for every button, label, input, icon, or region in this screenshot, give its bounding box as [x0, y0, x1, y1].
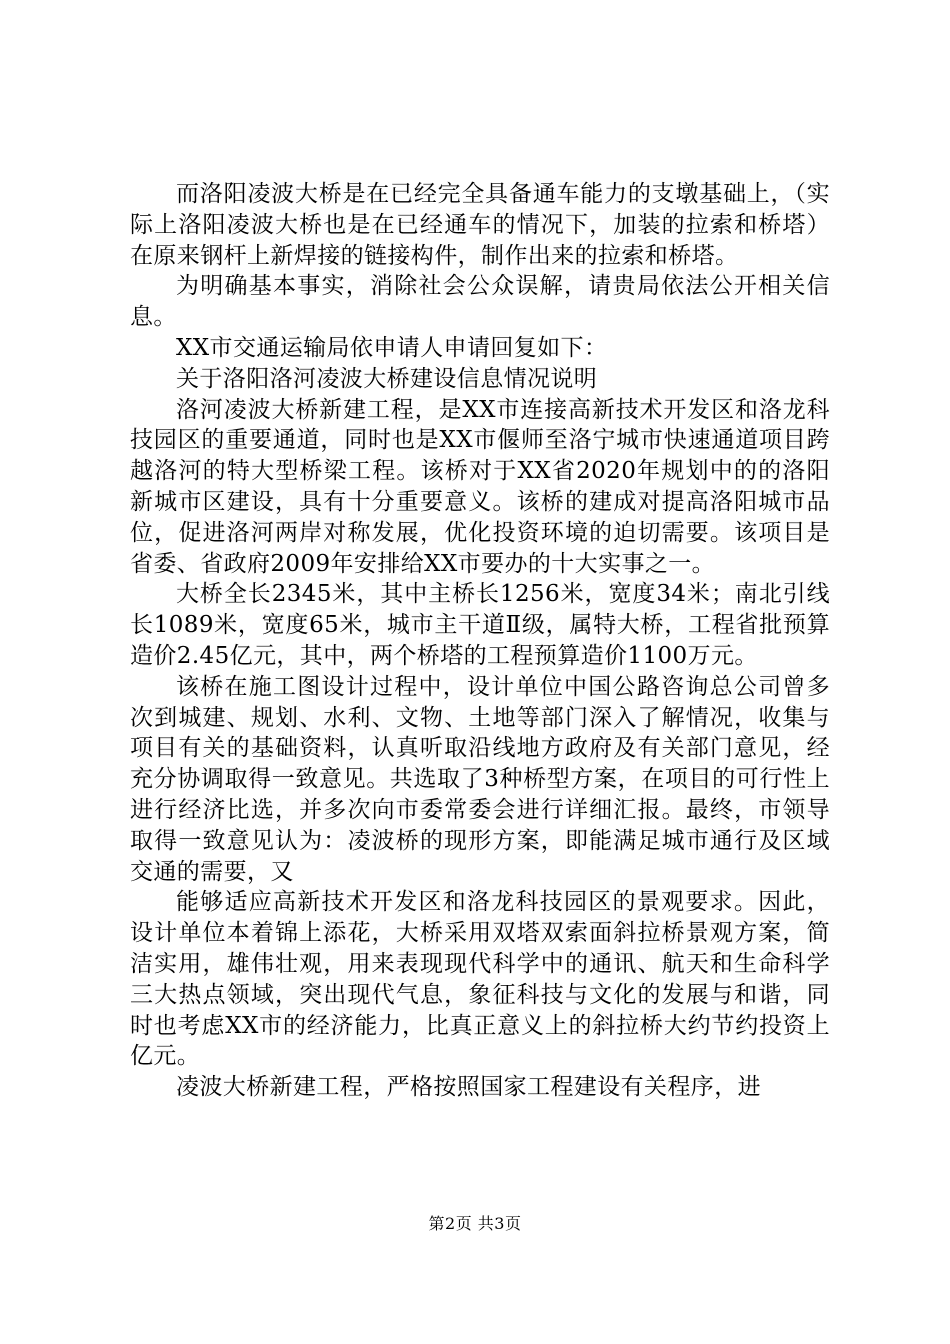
paragraph-3: XX市交通运输局依申请人申请回复如下： — [176, 334, 608, 361]
page-footer: 第2页 共3页 — [428, 1214, 522, 1233]
paragraph-7: 该桥在施工图设计过程中，设计单位中国公路咨询总公司曾多次到城建、规划、水利、文物、土地等部门深入了解情况，收集与项目有关的基础资料，认真听取沿线地方政府及有关部门意见，经充分协调取得一致意见。共选取了3种桥型方案，在项目的可行性上进行经济比选，并多次向市委常委会进行详细汇报。最终，市领导取得一致意见认为：凌波桥的现形方案，即能满足城市通行及区域交通的需要，又 — [130, 673, 830, 885]
paragraph-5: 洛河凌波大桥新建工程，是XX市连接高新技术开发区和洛龙科技园区的重要通道，同时也是XX市偃师至洛宁城市快速通道项目跨越洛河的特大型桥梁工程。该桥对于XX省2020年规划中的的洛阳新城市区建设，具有十分重要意义。该桥的建成对提高洛阳城市品位，促进洛河两岸对称发展，优化投资环境的迫切需要。该项目是省委、省政府2009年安排给XX市要办的十大实事之一。 — [130, 396, 830, 577]
paragraph-6: 大桥全长2345米，其中主桥长1256米，宽度34米；南北引线长1089米，宽度65米，城市主干道Ⅱ级，属特大桥，工程省批预算造价2.45亿元，其中，两个桥塔的工程预算造价1100万元。 — [130, 581, 830, 669]
paragraph-2: 为明确基本事实，消除社会公众误解，请贵局依法公开相关信息。 — [130, 273, 830, 331]
document-body — [130, 179, 830, 1103]
paragraph-8: 能够适应高新技术开发区和洛龙科技园区的景观要求。因此，设计单位本着锦上添花，大桥采用双塔双索面斜拉桥景观方案，简洁实用，雄伟壮观，用来表现现代科学中的通讯、航天和生命科学三大热点领域，突出现代气息，象征科技与文化的发展与和谐，同时也考虑XX市的经济能力，比真正意义上的斜拉桥大约节约投资上亿元。 — [130, 889, 830, 1070]
paragraph-9: 凌波大桥新建工程，严格按照国家工程建设有关程序，进 — [176, 1074, 761, 1101]
paragraph-1: 而洛阳凌波大桥是在已经完全具备通车能力的支墩基础上，（实际上洛阳凌波大桥也是在已经通车的情况下，加装的拉索和桥塔）在原来钢杆上新焊接的链接构件，制作出来的拉索和桥塔。 — [130, 181, 830, 269]
paragraph-4-heading: 关于洛阳洛河凌波大桥建设信息情况说明 — [176, 365, 598, 392]
